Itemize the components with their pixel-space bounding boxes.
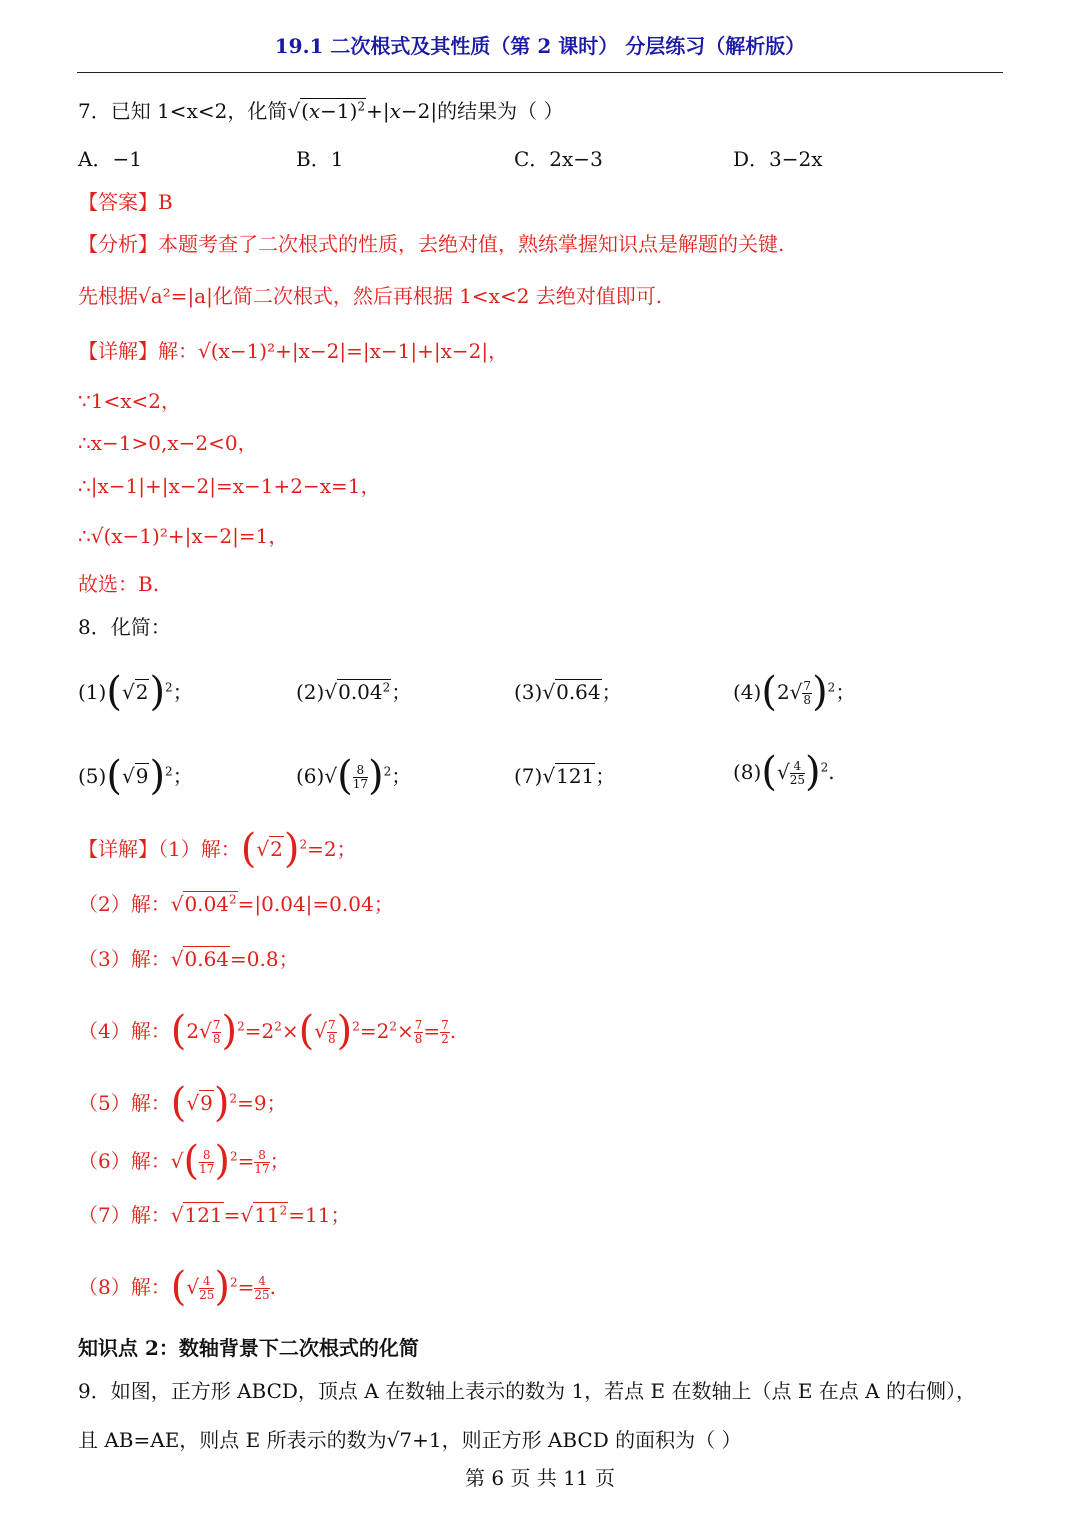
q9-line-1: 9．如图，正方形 ABCD，顶点 A 在数轴上表示的数为 1，若点 E 在数轴上（点 E 在点 A 的右侧）， (78, 1379, 976, 1403)
q8-item-2: (2)√0.04$^2$； (296, 680, 412, 704)
q7-answer: 【答案】B (78, 190, 173, 214)
q7-analysis2: 先根据√a²=|a|化简二次根式，然后再根据 1<x<2 去绝对值即可. (78, 284, 663, 308)
q8-item-5: $(5)(√9)^2$； (78, 753, 193, 799)
q8-item-8: (8)(√ $\frac{4}{25}$ )$^2$. (733, 749, 835, 795)
q7-analysis: 【分析】本题考查了二次根式的性质，去绝对值，熟练掌握知识点是解题的关键. (78, 232, 785, 256)
page-footer: 第 6 页 共 11 页 (465, 1466, 615, 1490)
q8-solution-2: （2）解：$√0.04^2=|0.04|=0.04$； (78, 892, 394, 916)
q8-stem: 8．化简： (78, 615, 171, 639)
q8-solution-7: （7）解：$√121=√11^2=11$； (78, 1203, 351, 1227)
q7-stem-prefix: 7．已知 1<x<2，化简 (78, 99, 288, 123)
q7-option-d: D．3−2x (733, 147, 823, 171)
q7-step-3: ∴|x−1|+|x−2|=x−1+2−x=1， (78, 474, 381, 498)
q8-solution-8: （8）解：(√ $\frac{4}{25}$ )$^2$= $\frac{4}{25}$ . (78, 1264, 277, 1310)
q8-item-3: (3)√0.64； (514, 680, 622, 704)
section-heading: 知识点 2：数轴背景下二次根式的化简 (78, 1336, 419, 1360)
q8-solution-1: 【详解】（1）解：$(√2)^2=2$； (78, 826, 357, 872)
q8-solution-6: （6）解：√( $\frac{8}{17}$ )$^2$= $\frac{8}{17}$ ； (78, 1138, 290, 1184)
page-header: 19.1 二次根式及其性质（第 2 课时） 分层练习（解析版） (274, 34, 806, 58)
q7-step-1: ∵1<x<2， (78, 389, 181, 413)
q9-line-2: 且 AB=AE，则点 E 所表示的数为√7+1，则正方形 ABCD 的面积为（ ） (78, 1428, 742, 1452)
q8-solution-3: （3）解：√0.64=0.8； (78, 947, 299, 971)
q8-solution-5: （5）解：$(√9)^2=9$； (78, 1080, 287, 1126)
q7-expression: $√(x-1)^2+|x-2|$ (287, 99, 438, 123)
q8-item-4: (4)(2√ $\frac{7}{8}$ )$^2$； (733, 669, 856, 715)
q7-stem (78, 95, 563, 124)
q7-option-c: C．2x−3 (514, 147, 603, 171)
q7-option-a: A．−1 (78, 147, 142, 171)
q7-step-4: ∴√(x−1)²+|x−2|=1， (78, 524, 289, 548)
q7-stem-suffix: 的结果为（ ） (437, 99, 564, 123)
header-rule (77, 72, 1003, 73)
q8-item-6: (6)√( $\frac{8}{17}$ )$^2$； (296, 753, 412, 799)
q8-item-7: (7)√121； (514, 764, 616, 788)
q7-detail: 【详解】解：√(x−1)²+|x−2|=|x−1|+|x−2|， (78, 339, 509, 363)
q8-item-1: $(1)(√2)^2$； (78, 669, 193, 715)
q8-solution-4: （4）解：(2√ $\frac{7}{8}$ )$^2=2^2\times(√$ $\frac{7}{8}$ )$^2=2^2\times$ $\frac{7}{8}$ = $\frac{7}{2}$ . (78, 1008, 457, 1054)
q7-step-5: 故选：B. (78, 572, 160, 596)
q7-option-b: B．1 (296, 147, 344, 171)
q7-step-2: ∴x−1>0,x−2<0， (78, 431, 258, 455)
